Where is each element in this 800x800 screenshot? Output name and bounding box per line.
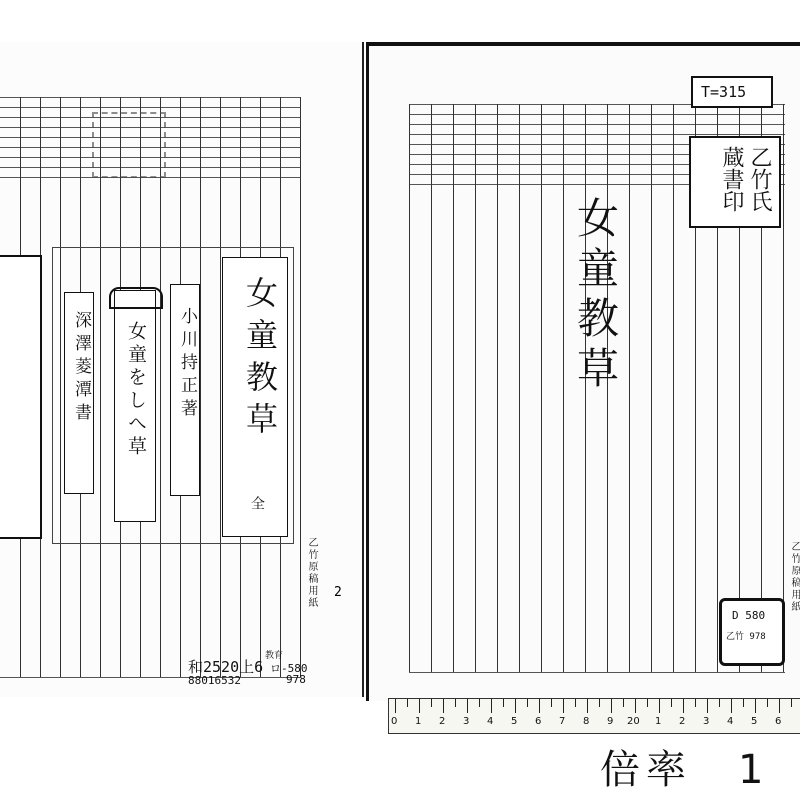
smudged-stamp: [92, 112, 166, 178]
ruler-label: 8: [583, 716, 590, 727]
ruler-label: 3: [463, 716, 470, 727]
call-seal-line2: 乙竹 978: [726, 632, 766, 642]
call-seal-line1: D 580: [732, 609, 766, 622]
shelf-label: [691, 76, 773, 108]
title-text: 女童教草: [241, 276, 279, 444]
calligrapher-text: 深澤菱潭書: [71, 311, 91, 426]
magnification-label: 倍率 1: [600, 747, 770, 793]
ruler-label: 1: [655, 716, 662, 727]
measurement-ruler: [388, 698, 800, 734]
call-number-seal: [719, 598, 785, 666]
call-number-code: ロ-580: [270, 662, 308, 675]
main-title: 女童教草: [571, 196, 620, 396]
center-strip-text: 女童をしへ草: [125, 321, 147, 459]
call-number-main: 和2520上6: [188, 658, 264, 676]
title-suffix: 全: [249, 496, 265, 510]
ruler-label: 6: [775, 716, 782, 727]
ruler-label: 9: [607, 716, 614, 727]
call-number-sub: 88016532: [188, 674, 241, 687]
ruler-label: 0: [391, 716, 398, 727]
partial-cover-design: [0, 255, 42, 539]
right-margin-label: 乙竹原稿用紙: [789, 541, 800, 613]
ownership-seal-text: 乙竹氏蔵書印: [719, 146, 772, 212]
ruler-label: 4: [727, 716, 734, 727]
ruler-label: 20: [627, 716, 640, 727]
ruler-label: 1: [415, 716, 422, 727]
ruler-label: 4: [487, 716, 494, 727]
ruler-label: 7: [559, 716, 566, 727]
ownership-seal: [689, 136, 781, 228]
ruler-label: 5: [511, 716, 518, 727]
author-text: 小川持正著: [177, 307, 197, 422]
left-page: [0, 42, 364, 697]
outer-frame: [52, 247, 294, 544]
ruler-label: 5: [751, 716, 758, 727]
shelf-label-text: T=315: [701, 83, 747, 101]
left-margin-label: 乙竹原稿用紙: [306, 537, 317, 609]
left-page-number: 2: [334, 585, 342, 600]
ruler-label: 6: [535, 716, 542, 727]
ruler-label: 3: [703, 716, 710, 727]
call-number-dept: 教育: [265, 651, 284, 661]
ruler-label: 2: [439, 716, 446, 727]
right-page: [366, 42, 800, 701]
call-number-num: 978: [286, 673, 306, 686]
ruler-label: 2: [679, 716, 686, 727]
